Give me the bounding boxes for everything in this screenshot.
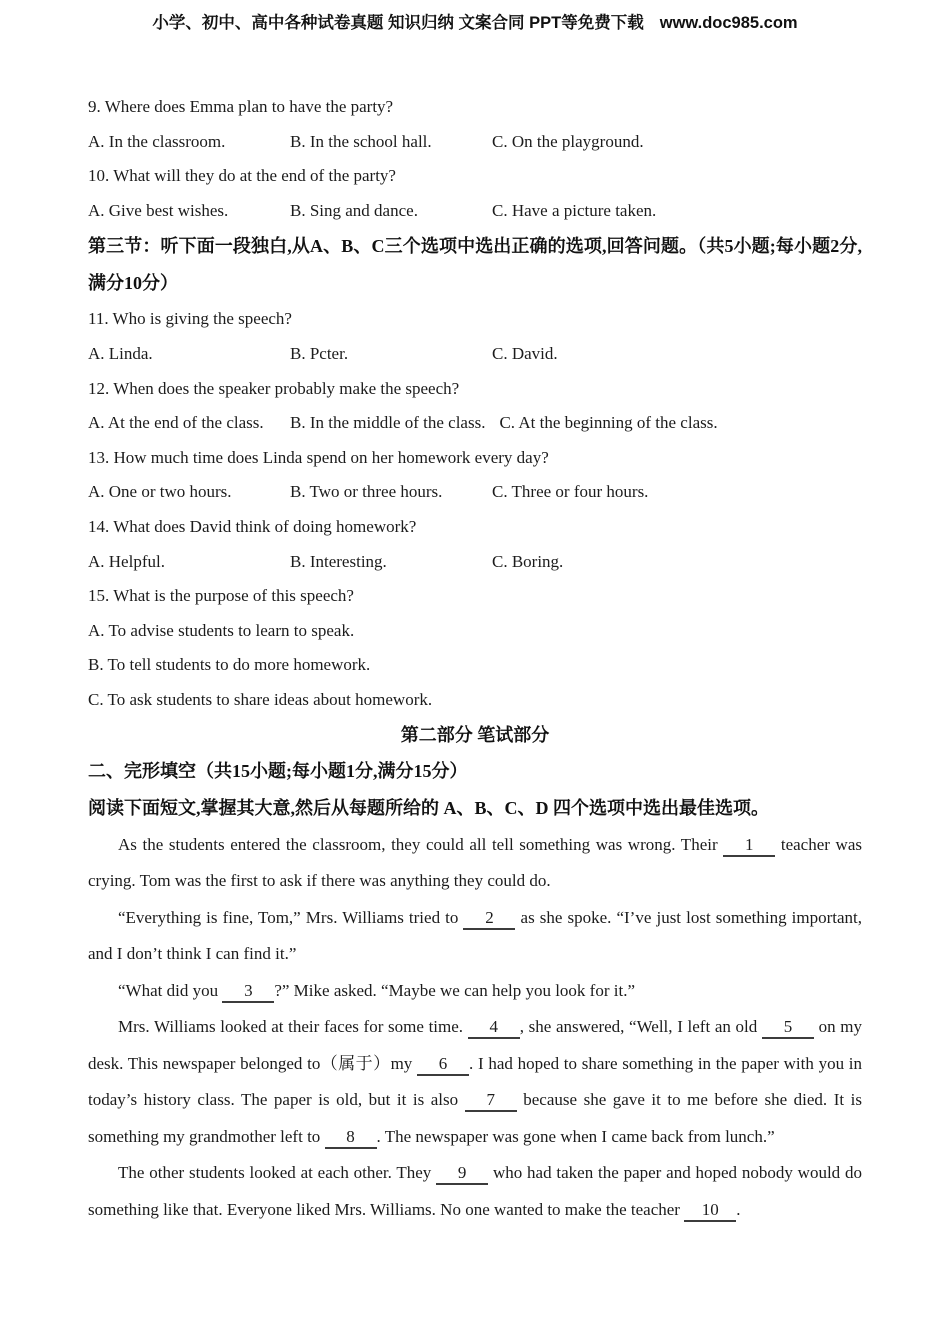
listening-questions-11-15: [88, 302, 862, 717]
question-10-option-C: C. Have a picture taken.: [492, 200, 657, 220]
part2-title: 第二部分 笔试部分: [400, 724, 550, 745]
cloze-passage: [88, 827, 862, 1229]
cloze-paragraph-3: “What did you 3 ?” Mike asked. “Maybe we can help you look for it.”: [88, 973, 862, 1010]
question-9-option-B: B. In the school hall.: [290, 131, 432, 151]
site-url: www.doc985.com: [659, 14, 798, 32]
question-10-option-A: A. Give best wishes.: [88, 200, 229, 220]
cloze-blank-10: 10: [684, 1200, 736, 1222]
question-11-options: [88, 337, 862, 372]
cloze-blank-8: 8: [325, 1127, 377, 1149]
question-15-option-B: B. To tell students to do more homework.: [88, 655, 371, 675]
cloze-blank-2: 2: [463, 908, 515, 930]
cloze-section-heading: 二、完形填空（共15小题;每小题1分,满分15分）: [88, 760, 468, 781]
cloze-instructions: 阅读下面短文,掌握其大意,然后从每题所给的 A、B、C、D 四个选项中选出最佳选项。: [88, 797, 769, 818]
question-14-option-C: C. Boring.: [492, 551, 564, 571]
question-9-text: 9. Where does Emma plan to have the party?: [88, 97, 394, 116]
cloze-blank-1: 1: [723, 835, 775, 857]
cloze-blank-6: 6: [417, 1054, 469, 1076]
question-9-option-C: C. On the playground.: [492, 131, 644, 151]
question-13-options: [88, 475, 862, 510]
question-12-option-A: A. At the end of the class.: [88, 413, 264, 433]
site-notice: 小学、初中、高中各种试卷真题 知识归纳 文案合同 PPT等免费下载: [152, 14, 644, 32]
question-10-option-B: B. Sing and dance.: [290, 200, 418, 220]
question-11-text: 11. Who is giving the speech?: [88, 309, 292, 329]
cloze-paragraph-2: “Everything is fine, Tom,” Mrs. Williams tried to 2 as she spoke. “I’ve just lost something important, and I don’t think I can find it.”: [88, 907, 862, 963]
question-10-text: 10. What will they do at the end of the party?: [88, 166, 396, 186]
cloze-paragraph-5: The other students looked at each other. They 9 who had taken the paper and hoped nobody would do something like that. Everyone liked Mrs. Williams. No one wanted to make the teacher 10 .: [88, 1155, 862, 1228]
question-15-option-C: C. To ask students to share ideas about homework.: [88, 689, 433, 709]
cloze-blank-9: 9: [436, 1163, 488, 1185]
question-13-text: 13. How much time does Linda spend on her homework every day?: [88, 447, 549, 467]
question-14-option-B: B. Interesting.: [290, 551, 387, 571]
question-14-text: 14. What does David think of doing homework?: [88, 516, 417, 536]
question-9-options: [88, 125, 862, 160]
question-15-text: 15. What is the purpose of this speech?: [88, 586, 354, 606]
question-12-option-B: B. In the middle of the class.: [290, 413, 486, 433]
listening-questions-9-10: [88, 90, 862, 228]
question-10-options: [88, 194, 862, 229]
question-11-option-C: C. David.: [492, 343, 558, 363]
question-15-option-A: A. To advise students to learn to speak.: [88, 620, 355, 640]
site-header: [88, 12, 862, 34]
question-14-options: [88, 545, 862, 580]
cloze-blank-5: 5: [762, 1017, 814, 1039]
cloze-blank-7: 7: [465, 1090, 517, 1112]
question-12-options: [88, 406, 862, 441]
question-13-option-B: B. Two or three hours.: [290, 482, 443, 502]
question-9-option-A: A. In the classroom.: [88, 131, 226, 151]
question-12-text: 12. When does the speaker probably make the speech?: [88, 378, 460, 398]
cloze-blank-3: 3: [222, 981, 274, 1003]
cloze-paragraph-1: As the students entered the classroom, they could all tell something was wrong. Their 1 teacher was crying. Tom was the first to ask if there was anything they could do.: [88, 834, 862, 890]
section3-heading: 第三节：听下面一段独白,从A、B、C三个选项中选出正确的选项,回答问题。（共5小题;每小题2分,满分10分）: [88, 236, 862, 294]
question-13-option-C: C. Three or four hours.: [492, 482, 649, 502]
question-11-option-A: A. Linda.: [88, 343, 153, 363]
cloze-paragraph-4: Mrs. Williams looked at their faces for some time. 4 , she answered, “Well, I left an old 5 on my desk. This newspaper belonged to（属于）my 6 . I had hoped to share something in the paper with you in today’s history class. The paper is old, but it is also 7 because she gave it to me before she died. It is something my grandmother left to 8 . The newspaper was gone when I came back from lunch.”: [88, 1009, 862, 1155]
cloze-blank-4: 4: [468, 1017, 520, 1039]
question-13-option-A: A. One or two hours.: [88, 482, 232, 502]
question-11-option-B: B. Pcter.: [290, 343, 349, 363]
question-12-option-C: C. At the beginning of the class.: [499, 413, 718, 433]
question-14-option-A: A. Helpful.: [88, 551, 165, 571]
